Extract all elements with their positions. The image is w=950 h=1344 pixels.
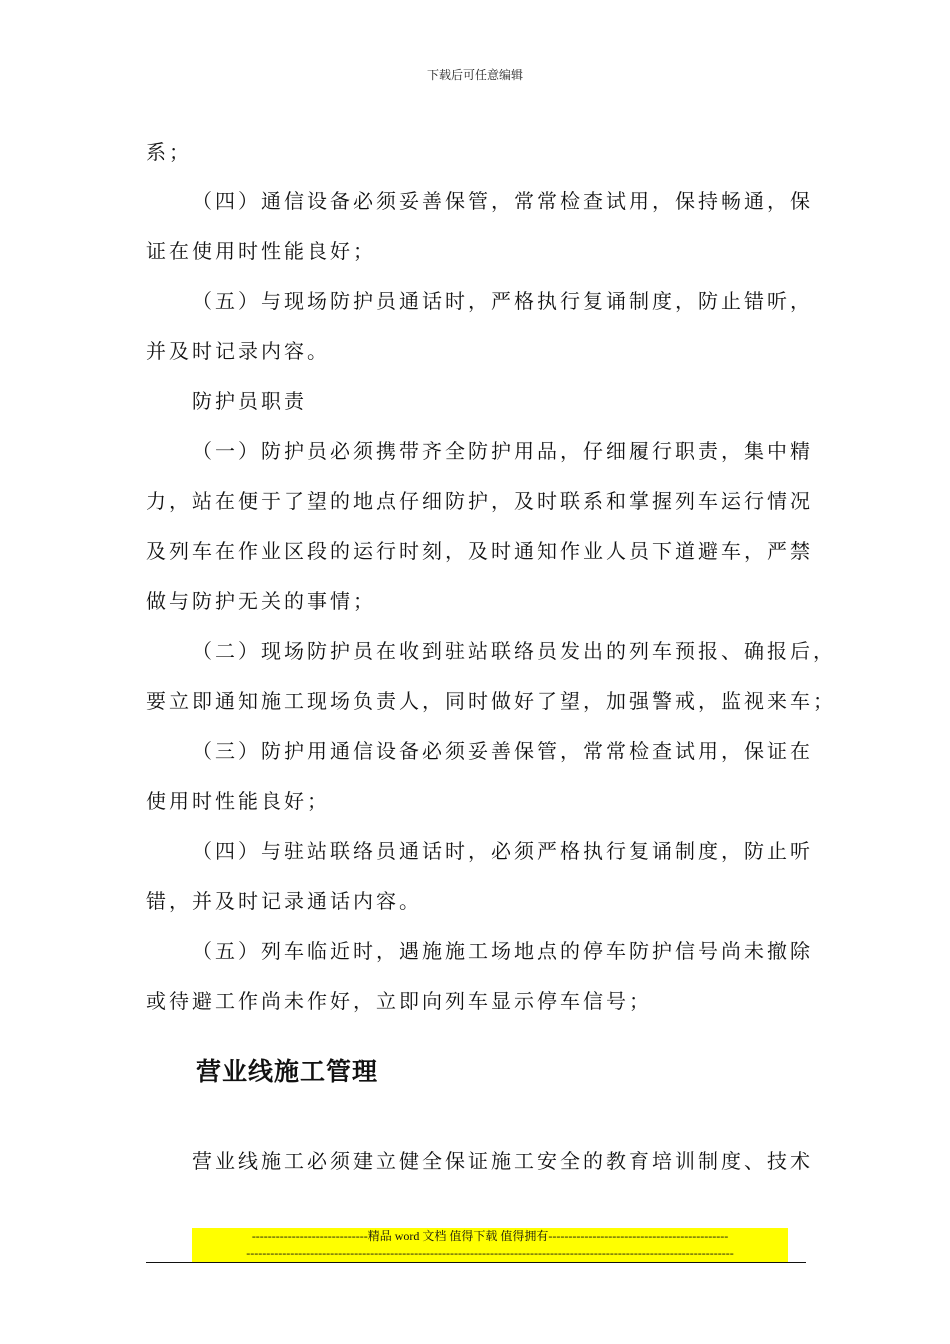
paragraph-line: 系；: [146, 140, 192, 164]
footer-divider: [146, 1262, 806, 1263]
footer-banner-line-2: --------------------------------------------------------------------------------------------------------------------------: [192, 1245, 788, 1262]
paragraph-line: （四）与驻站联络员通话时，必须严格执行复诵制度，防止听: [192, 839, 813, 863]
section-heading: 营业线施工管理: [196, 1057, 379, 1086]
paragraph-line: 力，站在便于了望的地点仔细防护，及时联系和掌握列车运行情况: [146, 489, 813, 513]
paragraph-line: 及列车在作业区段的运行时刻，及时通知作业人员下道避车，严禁: [146, 539, 813, 563]
paragraph-line: （一）防护员必须携带齐全防护用品，仔细履行职责，集中精: [192, 439, 813, 463]
paragraph-line: 使用时性能良好；: [146, 789, 330, 813]
paragraph-line: 或待避工作尚未作好，立即向列车显示停车信号；: [146, 989, 652, 1013]
footer-banner-line-1: -----------------------------精品 word 文档 值得下载 值得拥有---------------------------------------------: [192, 1228, 788, 1245]
paragraph-line: 证在使用时性能良好；: [146, 239, 376, 263]
paragraph-line: 错，并及时记录通话内容。: [146, 889, 422, 913]
paragraph-line: （五）与现场防护员通话时，严格执行复诵制度，防止错听，: [192, 289, 813, 313]
paragraph-line: （四）通信设备必须妥善保管，常常检查试用，保持畅通，保: [192, 189, 813, 213]
paragraph-line: 要立即通知施工现场负责人，同时做好了望，加强警戒，监视来车；: [146, 689, 836, 713]
paragraph-line: 并及时记录内容。: [146, 339, 330, 363]
section-paragraph: 营业线施工必须建立健全保证施工安全的教育培训制度、技术: [192, 1149, 813, 1173]
paragraph-line: （二）现场防护员在收到驻站联络员发出的列车预报、确报后，: [192, 639, 836, 663]
paragraph-line: 做与防护无关的事情；: [146, 589, 376, 613]
paragraph-line: （五）列车临近时，遇施施工场地点的停车防护信号尚未撤除: [192, 939, 813, 963]
page-header: 下载后可任意编辑: [426, 68, 523, 82]
paragraph-line: （三）防护用通信设备必须妥善保管，常常检查试用，保证在: [192, 739, 813, 763]
subheading-line: 防护员职责: [192, 389, 307, 413]
